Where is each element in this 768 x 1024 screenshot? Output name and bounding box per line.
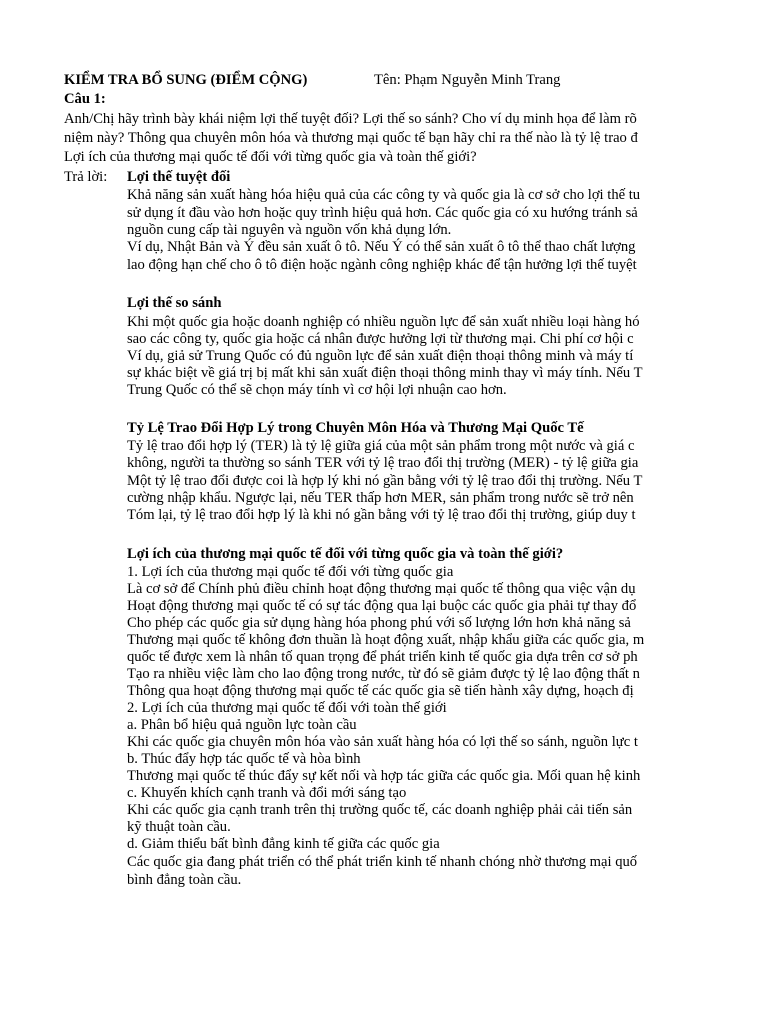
- section-line: Một tỷ lệ trao đổi được coi là hợp lý khi nó gần bằng với tỷ lệ trao đổi thị trường. Nếu T: [127, 473, 643, 489]
- section-line: Trung Quốc có thể sẽ chọn máy tính vì cơ hội lợi nhuận cao hơn.: [127, 382, 507, 398]
- question-line: niệm này? Thông qua chuyên môn hóa và thương mại quốc tế bạn hãy chỉ ra thế nào là tỷ lệ trao đ: [64, 130, 638, 146]
- section-line: Ví dụ, giả sử Trung Quốc có đủ nguồn lực để sản xuất điện thoại thông minh và máy tí: [127, 348, 634, 364]
- question-line: Anh/Chị hãy trình bày khái niệm lợi thế tuyệt đối? Lợi thế so sánh? Cho ví dụ minh họa để làm rõ: [64, 111, 637, 127]
- section-line: Hoạt động thương mại quốc tế có sự tác động qua lại buộc các quốc gia phải tự thay đổ: [127, 598, 637, 614]
- section-line: a. Phân bổ hiệu quả nguồn lực toàn cầu: [127, 717, 357, 733]
- section-line: Khi một quốc gia hoặc doanh nghiệp có nhiều nguồn lực để sản xuất nhiều loại hàng hó: [127, 314, 640, 330]
- section-line: quốc tế được xem là nhân tố quan trọng để phát triển kinh tế quốc gia dựa trên cơ sở ph: [127, 649, 638, 665]
- student-name: Tên: Phạm Nguyễn Minh Trang: [374, 72, 561, 88]
- section-line: Ví dụ, Nhật Bản và Ý đều sản xuất ô tô. Nếu Ý có thể sản xuất ô tô thể thao chất lượng: [127, 239, 636, 255]
- section-line: Là cơ sở để Chính phủ điều chỉnh hoạt động thương mại quốc tế thông qua việc vận dụ: [127, 581, 636, 597]
- section-line: lao động hạn chế cho ô tô điện hoặc ngành công nghiệp khác để tận hưởng lợi thế tuyệt: [127, 257, 637, 273]
- section-line: Thông qua hoạt động thương mại quốc tế các quốc gia sẽ tiến hành xây dựng, hoạch đị: [127, 683, 634, 699]
- document-title: KIỂM TRA BỔ SUNG (ĐIỂM CỘNG): [64, 72, 308, 88]
- section-line: Tỷ lệ trao đổi hợp lý (TER) là tỷ lệ giữa giá của một sản phẩm trong một nước và giá c: [127, 438, 635, 454]
- section-line: d. Giảm thiểu bất bình đẳng kinh tế giữa các quốc gia: [127, 836, 440, 852]
- section-line: Tóm lại, tỷ lệ trao đổi hợp lý là khi nó gần bằng với tỷ lệ trao đổi thị trường, giúp duy t: [127, 507, 636, 523]
- answer-label: Trả lời:: [64, 169, 108, 185]
- section-line: bình đẳng toàn cầu.: [127, 872, 242, 888]
- question-line: Lợi ích của thương mại quốc tế đối với từng quốc gia và toàn thế giới?: [64, 149, 477, 165]
- section-line: nguồn cung cấp tài nguyên và nguồn vốn khả dụng lớn.: [127, 222, 452, 238]
- section-line: Các quốc gia đang phát triển có thể phát triển kinh tế nhanh chóng nhờ thương mại quố: [127, 854, 638, 870]
- section-line: c. Khuyến khích cạnh tranh và đổi mới sáng tạo: [127, 785, 407, 801]
- section-heading-trade-benefits: Lợi ích của thương mại quốc tế đối với từng quốc gia và toàn thế giới?: [127, 546, 564, 562]
- section-line: cường nhập khẩu. Ngược lại, nếu TER thấp hơn MER, sản phẩm trong nước sẽ trở nên: [127, 490, 634, 506]
- section-line: Khả năng sản xuất hàng hóa hiệu quả của các công ty và quốc gia là cơ sở cho lợi thế tu: [127, 187, 641, 203]
- section-heading-absolute-advantage: Lợi thế tuyệt đối: [127, 169, 231, 185]
- section-line: sử dụng ít đầu vào hơn hoặc quy trình hiệu quả hơn. Các quốc gia có xu hướng tránh sả: [127, 205, 638, 221]
- question-label: Câu 1:: [64, 91, 106, 107]
- section-line: Khi các quốc gia cạnh tranh trên thị trường quốc tế, các doanh nghiệp phải cải tiến sản: [127, 802, 633, 818]
- section-line: không, người ta thường so sánh TER với tỷ lệ trao đổi thị trường (MER) - tỷ lệ giữa gia: [127, 455, 639, 471]
- section-line: sao các công ty, quốc gia hoặc cá nhân được hưởng lợi từ thương mại. Chi phí cơ hội c: [127, 331, 634, 347]
- section-line: 1. Lợi ích của thương mại quốc tế đối với từng quốc gia: [127, 564, 454, 580]
- section-line: Cho phép các quốc gia sử dụng hàng hóa phong phú với số lượng lớn hơn khả năng sả: [127, 615, 631, 631]
- section-line: Khi các quốc gia chuyên môn hóa vào sản xuất hàng hóa có lợi thế so sánh, nguồn lực t: [127, 734, 638, 750]
- section-heading-terms-of-trade: Tỷ Lệ Trao Đổi Hợp Lý trong Chuyên Môn Hóa và Thương Mại Quốc Tế: [127, 420, 584, 436]
- section-line: sự khác biệt về giá trị bị mất khi sản xuất điện thoại thông minh thay vì máy tính. Nếu T: [127, 365, 643, 381]
- section-line: Thương mại quốc tế không đơn thuần là hoạt động xuất, nhập khẩu giữa các quốc gia, m: [127, 632, 645, 648]
- section-line: b. Thúc đẩy hợp tác quốc tế và hòa bình: [127, 751, 361, 767]
- section-heading-comparative-advantage: Lợi thế so sánh: [127, 295, 222, 311]
- section-line: kỹ thuật toàn cầu.: [127, 819, 231, 835]
- section-line: Tạo ra nhiều việc làm cho lao động trong nước, từ đó sẽ giảm được tỷ lệ lao động thất n: [127, 666, 640, 682]
- section-line: 2. Lợi ích của thương mại quốc tế đối với toàn thế giới: [127, 700, 447, 716]
- section-line: Thương mại quốc tế thúc đẩy sự kết nối và hợp tác giữa các quốc gia. Mối quan hệ kinh: [127, 768, 641, 784]
